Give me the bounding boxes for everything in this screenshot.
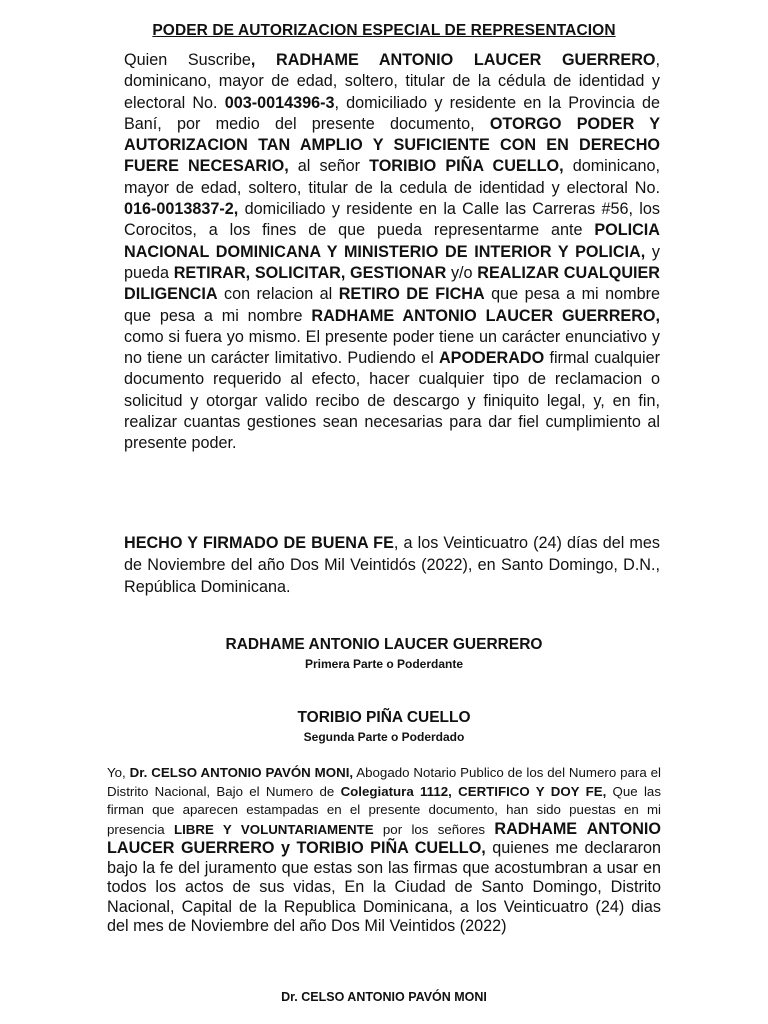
bold-text-segment: , RADHAME ANTONIO LAUCER GUERRERO	[250, 51, 656, 69]
bold-text-segment: OTORGO PODER Y AUTORIZACION TAN AMPLIO Y SUFICIENTE CON EN DERECHO FUERE NECESARIO,	[124, 114, 660, 176]
text-segment: por los señores	[373, 821, 495, 837]
grantor-signature-block	[0, 636, 768, 671]
text-segment: y/o	[446, 263, 478, 282]
bold-text-segment: RETIRAR, SOLICITAR, GESTIONAR	[173, 263, 447, 282]
grantor-name: RADHAME ANTONIO LAUCER GUERRERO	[225, 636, 543, 653]
text-segment: al señor	[288, 157, 370, 176]
bold-text-segment: POLICIA NACIONAL DOMINICANA Y MINISTERIO DE INTERIOR Y POLICIA,	[124, 221, 660, 261]
grantor-role: Primera Parte o Poderdante	[304, 657, 464, 671]
bold-text-segment: Colegiatura 1112, CERTIFICO Y DOY FE,	[340, 783, 607, 799]
text-segment: Que las firman que aparecen estampadas en el presente documento, han sido puestas en mi presencia	[107, 783, 661, 837]
bold-text-segment: TORIBIO PIÑA CUELLO,	[369, 157, 564, 176]
document-title: PODER DE AUTORIZACION ESPECIAL DE REPRESENTACION	[152, 22, 616, 39]
text-segment: Yo,	[107, 765, 130, 780]
bold-text-segment: RADHAME ANTONIO LAUCER GUERRERO,	[311, 306, 660, 325]
text-segment: Quien Suscribe	[124, 51, 251, 69]
text-segment: domiciliado y residente en la Calle las Carreras #56, los Corocitos, a los fines de que pueda representarme ante	[124, 200, 660, 240]
attorney-name: TORIBIO PIÑA CUELLO	[297, 709, 471, 726]
text-segment: con relacion al	[217, 285, 339, 304]
text-segment: que pesa a mi nombre que pesa a mi nombre	[124, 285, 660, 325]
text-segment: , domiciliado y residente en la Provincia de Baní, por medio del presente documento,	[124, 93, 660, 133]
attorney-signature-block	[0, 709, 768, 744]
text-segment: , dominicano, mayor de edad, soltero, titular de la cédula de identidad y electoral No.	[124, 51, 660, 112]
text-segment: dominicano, mayor de edad, soltero, titular de la cedula de identidad y electoral No.	[124, 157, 660, 197]
bold-text-segment: RETIRO DE FICHA	[338, 285, 485, 304]
notary-signature: Dr. CELSO ANTONIO PAVÓN MONI	[281, 990, 487, 1004]
bold-text-segment: Dr. CELSO ANTONIO PAVÓN MONI,	[129, 765, 354, 780]
text-segment: quienes me declararon bajo la fe del juramento que estas son las firmas que acostumbran a usar en todos los actos de sus vidas, En la Ciudad de Santo Domingo, Distrito Nacional, Capital de la Republica Dominicana, a los Veinticuatro (24) dias del mes de Noviembre del año Dos Mil Veintidos (2022)	[107, 839, 661, 935]
text-segment: y pueda	[124, 242, 660, 282]
bold-text-segment: APODERADO	[438, 349, 545, 368]
text-segment: , a los Veinticuatro (24) días del mes de Noviembre del año Dos Mil Veintidós (2022), en Santo Domingo, D.N., República Dominicana.	[124, 534, 660, 596]
bold-text-segment: REALIZAR CUALQUIER DILIGENCIA	[124, 263, 660, 304]
notary-certification-paragraph	[107, 764, 661, 937]
bold-text-segment: 016-0013837-2,	[124, 200, 239, 219]
bold-text-segment: 003-0014396-3	[224, 93, 335, 112]
text-segment: Abogado Notario Publico de los del Numero para el Distrito Nacional, Bajo el Numero de	[107, 765, 661, 799]
bold-text-segment: LIBRE Y VOLUNTARIAMENTE	[173, 821, 374, 837]
text-segment: firmal cualquier documento requerido al efecto, hacer cualquier tipo de reclamacion o solicitud y otorgar valido recibo de descargo y finiquito legal, y, en fin, realizar cuantas gestiones sean necesarias para dar fiel cumplimiento al presente poder.	[124, 349, 660, 453]
attorney-role: Segunda Parte o Poderdado	[303, 730, 465, 744]
power-of-attorney-paragraph	[124, 50, 660, 455]
bold-text-segment: HECHO Y FIRMADO DE BUENA FE	[124, 534, 394, 552]
text-segment: como si fuera yo mismo. El presente poder tiene un carácter enunciativo y no tiene un carácter limitativo. Pudiendo el	[124, 327, 660, 368]
signing-date-paragraph	[124, 532, 660, 598]
bold-text-segment: RADHAME ANTONIO LAUCER GUERRERO y TORIBIO PIÑA CUELLO,	[107, 819, 661, 857]
